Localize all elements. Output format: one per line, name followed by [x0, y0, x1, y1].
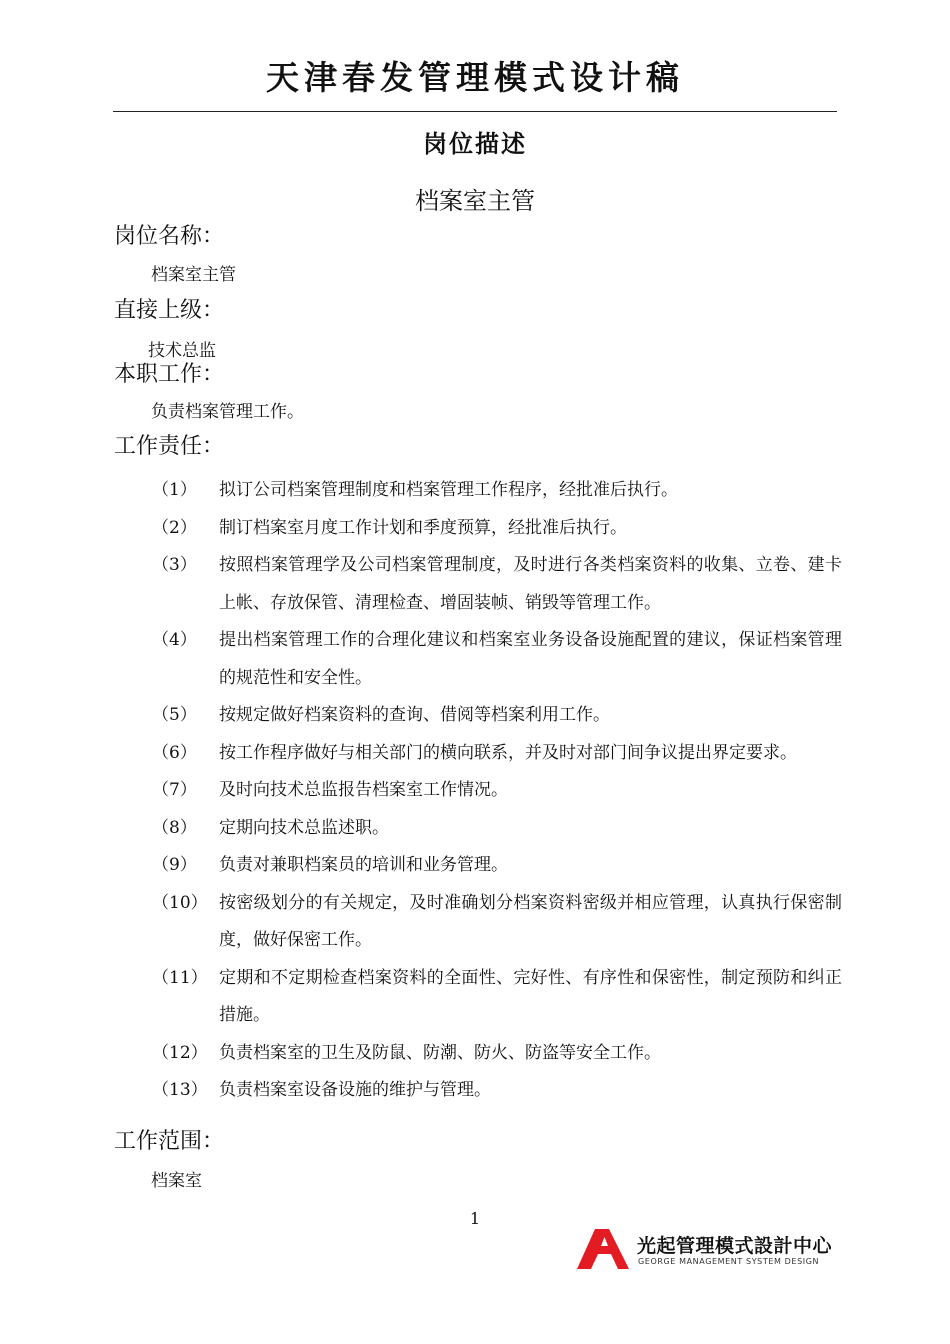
list-item-number: （11） — [152, 967, 208, 988]
list-item-number: （13） — [152, 1080, 208, 1100]
list-item — [152, 622, 842, 697]
list-item — [152, 810, 842, 848]
scope-heading: 工作范围： — [114, 1129, 225, 1154]
logo-name: 光起管理模式設計中心 — [637, 1235, 833, 1257]
list-item-text: 按照档案管理学及公司档案管理制度，及时进行各类档案资料的收集、立卷、建卡上帐、存放保管、清理检查、增固装帧、销毁等管理工作。 — [219, 555, 842, 613]
list-item-text: 定期向技术总监述职。 — [219, 817, 389, 838]
list-item — [152, 772, 842, 810]
list-item — [152, 1035, 842, 1073]
list-item — [152, 735, 842, 773]
list-item — [152, 697, 842, 735]
list-item-text: 定期和不定期检查档案资料的全面性、完好性、有序性和保密性，制定预防和纠正措施。 — [219, 967, 842, 1025]
list-item — [152, 547, 842, 622]
list-item-text: 拟订公司档案管理制度和档案管理工作程序，经批准后执行。 — [219, 480, 678, 500]
logo-a-shape — [577, 1229, 629, 1269]
position-name-value: 档案室主管 — [151, 265, 236, 285]
list-item-number: （5） — [152, 705, 197, 725]
document-type: 岗位描述 — [423, 130, 527, 158]
company-logo — [575, 1229, 840, 1271]
list-item-number: （1） — [152, 480, 197, 500]
supervisor-value: 技术总监 — [148, 341, 216, 361]
list-item-text: 制订档案室月度工作计划和季度预算，经批准后执行。 — [219, 517, 627, 538]
list-item — [152, 1072, 842, 1110]
page-number: 1 — [469, 1209, 481, 1228]
list-item-number: （10） — [152, 892, 208, 913]
list-item-text: 负责档案室的卫生及防鼠、防潮、防火、防盗等安全工作。 — [219, 1042, 661, 1063]
list-item-text: 提出档案管理工作的合理化建议和档案室业务设备设施配置的建议，保证档案管理的规范性和安全性。 — [219, 630, 842, 688]
list-item-text: 负责对兼职档案员的培训和业务管理。 — [219, 855, 508, 875]
responsibilities-heading: 工作责任： — [114, 434, 225, 459]
list-item — [152, 847, 842, 885]
list-item-number: （12） — [152, 1042, 208, 1063]
letter-a-logo-icon — [575, 1229, 631, 1271]
list-item-number: （7） — [152, 780, 197, 800]
list-item-number: （2） — [152, 517, 197, 538]
list-item-text: 按规定做好档案资料的查询、借阅等档案利用工作。 — [219, 705, 610, 725]
list-item — [152, 960, 842, 1035]
list-item-number: （8） — [152, 817, 197, 838]
list-item-number: （3） — [152, 555, 197, 575]
scope-value: 档案室 — [151, 1171, 202, 1191]
list-item — [152, 510, 842, 548]
main-work-value: 负责档案管理工作。 — [151, 402, 304, 422]
responsibilities-list — [152, 472, 842, 1110]
list-item-number: （4） — [152, 630, 197, 650]
list-item-text: 负责档案室设备设施的维护与管理。 — [219, 1080, 491, 1100]
list-item-text: 按工作程序做好与相关部门的横向联系，并及时对部门间争议提出界定要求。 — [219, 742, 797, 763]
logo-subtitle: GEORGE MANAGEMENT SYSTEM DESIGN — [638, 1257, 820, 1266]
list-item — [152, 472, 842, 510]
list-item — [152, 885, 842, 960]
list-item-text: 及时向技术总监报告档案室工作情况。 — [219, 780, 508, 800]
list-item-text: 按密级划分的有关规定，及时准确划分档案资料密级并相应管理，认真执行保密制度，做好保密工作。 — [219, 892, 842, 950]
list-item-number: （6） — [152, 742, 197, 763]
supervisor-heading: 直接上级： — [114, 298, 225, 323]
list-item-number: （9） — [152, 855, 197, 875]
position-name-heading: 岗位名称： — [114, 224, 225, 249]
main-work-heading: 本职工作： — [114, 362, 225, 387]
header-title: 天津春发管理模式设计稿 — [266, 58, 684, 97]
document-subtitle: 档案室主管 — [415, 187, 535, 215]
header-divider — [113, 111, 837, 112]
